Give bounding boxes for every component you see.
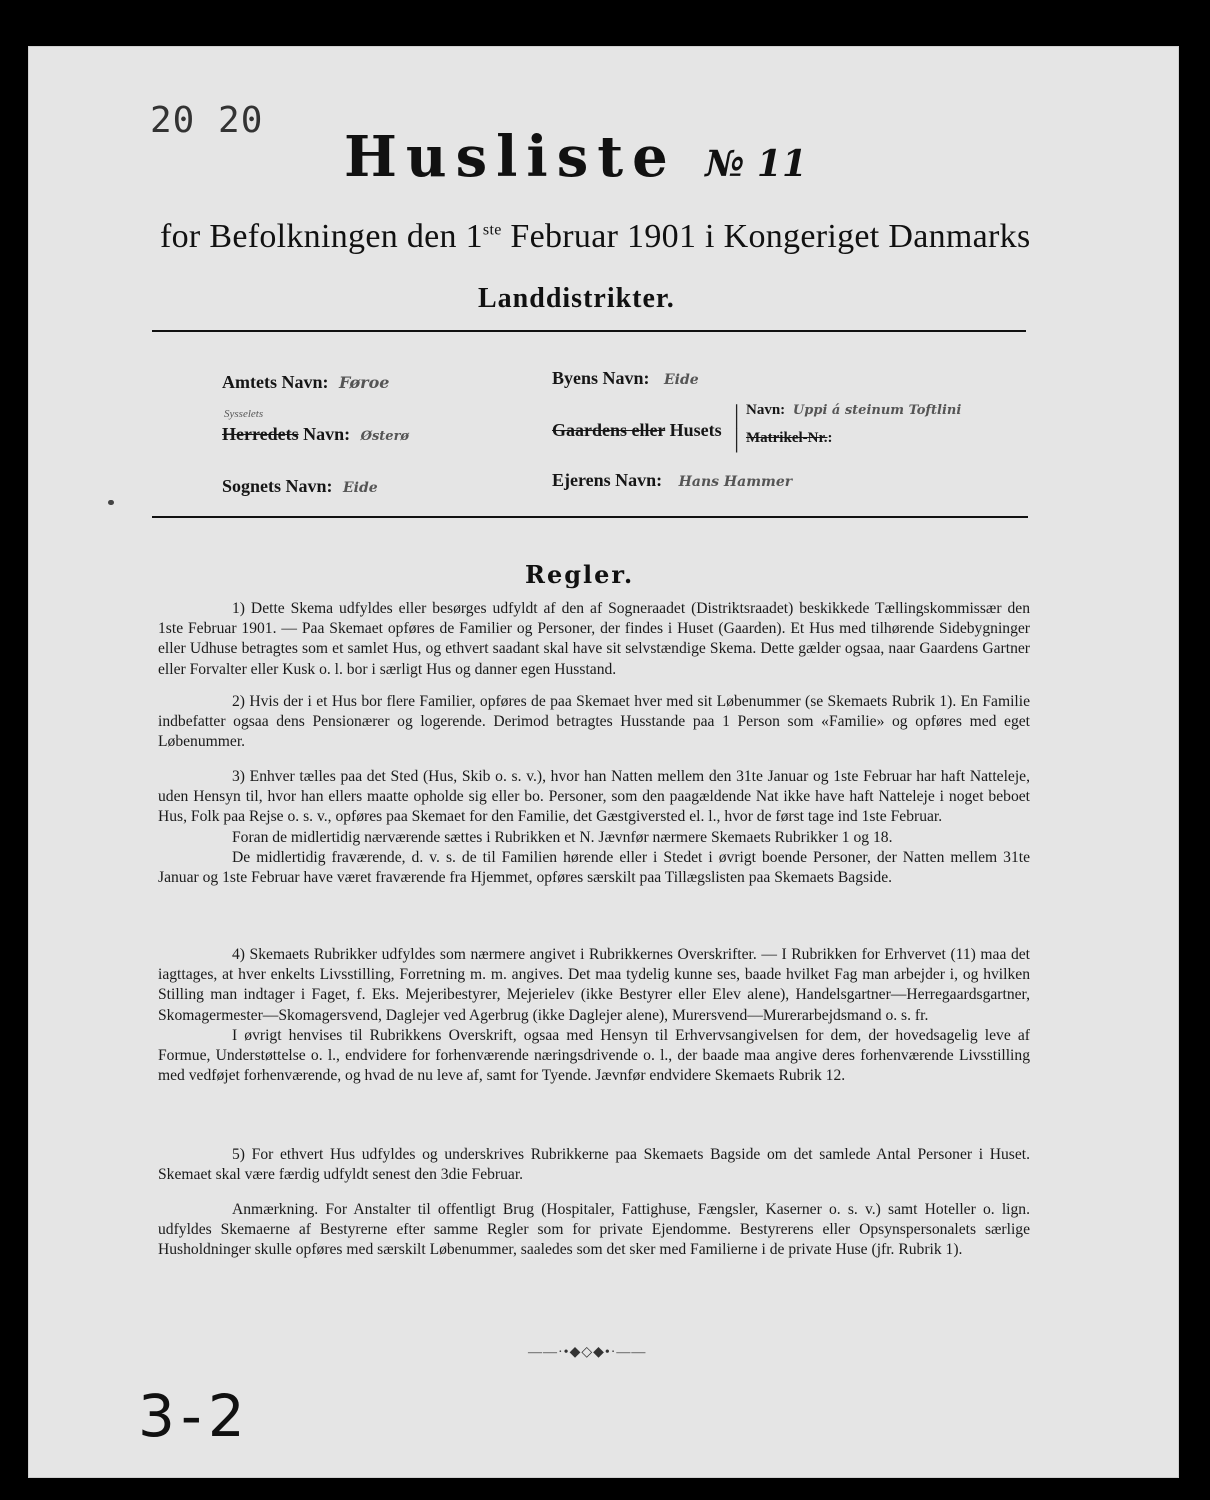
sogn-field — [222, 476, 378, 497]
subtitle-superscript: ste — [482, 221, 502, 239]
divider-bottom — [152, 516, 1028, 518]
brace-bottom: | — [734, 424, 740, 453]
by-value: Eide — [664, 372, 699, 388]
sogn-label: Sognets Navn: — [222, 476, 333, 496]
rule-2: 2) Hvis der i et Hus bor flere Familier, opføres de paa Skemaet hver med sit Løbenummer (se Skemaets Rubrik 1). En Familie indbefatter ogsaa dens Pensionærer og logerende. Derimod betragtes Husstande paa 1 Person som «Familie» og opføres med eget Løbenummer. — [158, 693, 1030, 751]
ornament-divider: ——·•◆◇◆•·—— — [528, 1345, 647, 1360]
divider-top — [152, 330, 1026, 332]
herred-label-struck: Herredets — [222, 424, 299, 444]
herred-label: Navn: — [298, 424, 351, 444]
rules-section-1 — [158, 599, 1030, 680]
rule-3: 3) Enhver tælles paa det Sted (Hus, Skib o. s. v.), hvor han Natten mellem den 31te Januar og 1ste Februar har haft Natteleje, uden Hensyn til, hvor han ellers maatte opholde sig eller bo. Personer, som den paagældende Nat ikke have haft Natteleje i noget beboet Hus, Folk paa Rejse o. s. v., opføres paa Skemaet for den Familie, det Gæstgiversted el. l., hvor de først tage ind 1ste Februar. — [158, 768, 1030, 826]
gaard-field — [552, 420, 722, 441]
ejer-field — [552, 470, 792, 491]
by-field — [552, 368, 699, 389]
husets-navn-label: Navn: — [746, 402, 786, 418]
matrikel-label: : — [827, 430, 833, 446]
rule-1: 1) Dette Skema udfyldes eller besørges udfyldt af den af Sogneraadet (Distriktsraadet) beskikkede Tællingskommissær den 1ste Februar 1901. — Paa Skemaet opføres de Familier og Personer, der findes i Huset (Gaarden). Et Hus med tilhørende Sidebygninger eller Udhuse betragtes som et samlet Hus, og ethvert saadant skal have sit selvstændige Skema. Dette gælder ogsaa, naar Gaardens Gartner eller Forvalter eller Kusk o. l. bor i særligt Hus og danner egen Husstand. — [158, 600, 1030, 678]
herred-handwritten-prefix: Sysselets — [224, 408, 264, 420]
husets-navn-field — [746, 402, 961, 419]
subtitle-text-rest: Februar 1901 i Kongeriget Danmarks — [501, 218, 1031, 255]
rules-section-4 — [158, 945, 1030, 1086]
by-label: Byens Navn: — [552, 368, 650, 388]
form-subtitle — [160, 218, 1030, 256]
gaard-label-struck: Gaardens eller — [552, 420, 666, 440]
annotation-note: Anmærkning. For Anstalter til offentligt Brug (Hospitaler, Fattighuse, Fængsler, Kaserner o. s. v.) samt Hoteller o. lign. udfyldes Skemaerne af Bestyrerne efter samme Regler som for private Ejendomme. Bestyrerens eller Opsynspersonalets særlige Husholdninger skulle opføres med særskilt Løbenummer, saaledes som det sker med Familierne i de private Huse (jfr. Rubrik 1). — [158, 1201, 1030, 1259]
brace-top: | — [734, 400, 740, 429]
title-word: Husliste — [344, 124, 677, 190]
rule-3-note-present: Foran de midlertidig nærværende sættes i Rubrikken et N. Jævnfør nærmere Skemaets Rubrikker 1 og 18. — [232, 828, 893, 846]
amt-field — [222, 372, 389, 393]
archive-reference-top: 20 20 — [150, 100, 264, 141]
amt-value: Føroe — [338, 373, 390, 392]
rule-5: 5) For ethvert Hus udfyldes og underskrives Rubrikkerne paa Skemaets Bagside om det samlede Antal Personer i Huset. Skemaet skal være færdig udfyldt senest den 3die Februar. — [158, 1146, 1030, 1184]
rules-section-3 — [158, 767, 1030, 888]
matrikel-label-struck: Matrikel-Nr. — [746, 430, 828, 446]
district-type: Landdistrikter. — [478, 283, 675, 314]
amt-label: Amtets Navn: — [222, 372, 329, 392]
herred-field — [222, 424, 409, 445]
paper-speck — [108, 500, 114, 505]
census-form-sheet — [28, 46, 1179, 1478]
form-title — [344, 124, 807, 190]
ejer-value: Hans Hammer — [678, 474, 793, 490]
rule-4: 4) Skemaets Rubrikker udfyldes som nærmere angivet i Rubrikkernes Overskrifter. — I Rubrikken for Erhvervet (11) maa det iagttages, at hver enkelts Livsstilling, Forretning m. m. angives. Det maa tydelig kunne ses, baade hvilket Fag man arbejder i, og hvilken Stilling man indtager i Faget, f. Eks. Mejeribestyrer, Mejerielev (ikke Bestyrer eller Elev alene), Handelsgartner—Herregaardsgartner, Skomagermester—Skomagersvend, Daglejer ved Agerbrug (ikke Daglejer alene), Murersvend—Murerarbejdsmand o. s. fr. — [158, 946, 1030, 1024]
ejer-label: Ejerens Navn: — [552, 470, 663, 490]
herred-value: Østerø — [360, 429, 410, 444]
rules-heading: Regler. — [525, 560, 635, 589]
husets-label: Husets — [665, 420, 722, 440]
rule-3-note-absent: De midlertidig fraværende, d. v. s. de til Familien hørende eller i Stedet i øvrigt boende Personer, der Natten mellem 31te Januar og 1ste Februar have været fraværende fra Hjemmet, opføres særskilt paa Tillægslisten paa Skemaets Bagside. — [158, 848, 1030, 887]
subtitle-text: for Befolkningen den 1 — [160, 218, 483, 255]
husets-navn-value: Uppi á steinum Toftlini — [792, 403, 962, 418]
rules-section-2 — [158, 692, 1030, 753]
sogn-value: Eide — [343, 480, 378, 496]
house-number: № 11 — [705, 143, 807, 185]
rules-annotation — [158, 1200, 1030, 1261]
archive-reference-bottom: 3-2 — [138, 1382, 251, 1450]
rule-4-note: I øvrigt henvises til Rubrikkens Overskrift, ogsaa med Hensyn til Erhvervsangivelsen for dem, der hovedsagelig leve af Formue, Understøttelse o. l., endvidere for forhenværende næringsdrivende o. l., der baade maa angive deres forhenværende Livsstilling med vedføjet forhenværende, og hvad de nu leve af, samt for Tyende. Jævnfør endvidere Skemaets Rubrik 12. — [158, 1026, 1030, 1085]
matrikel-field — [746, 430, 833, 447]
rules-section-5 — [158, 1145, 1030, 1185]
